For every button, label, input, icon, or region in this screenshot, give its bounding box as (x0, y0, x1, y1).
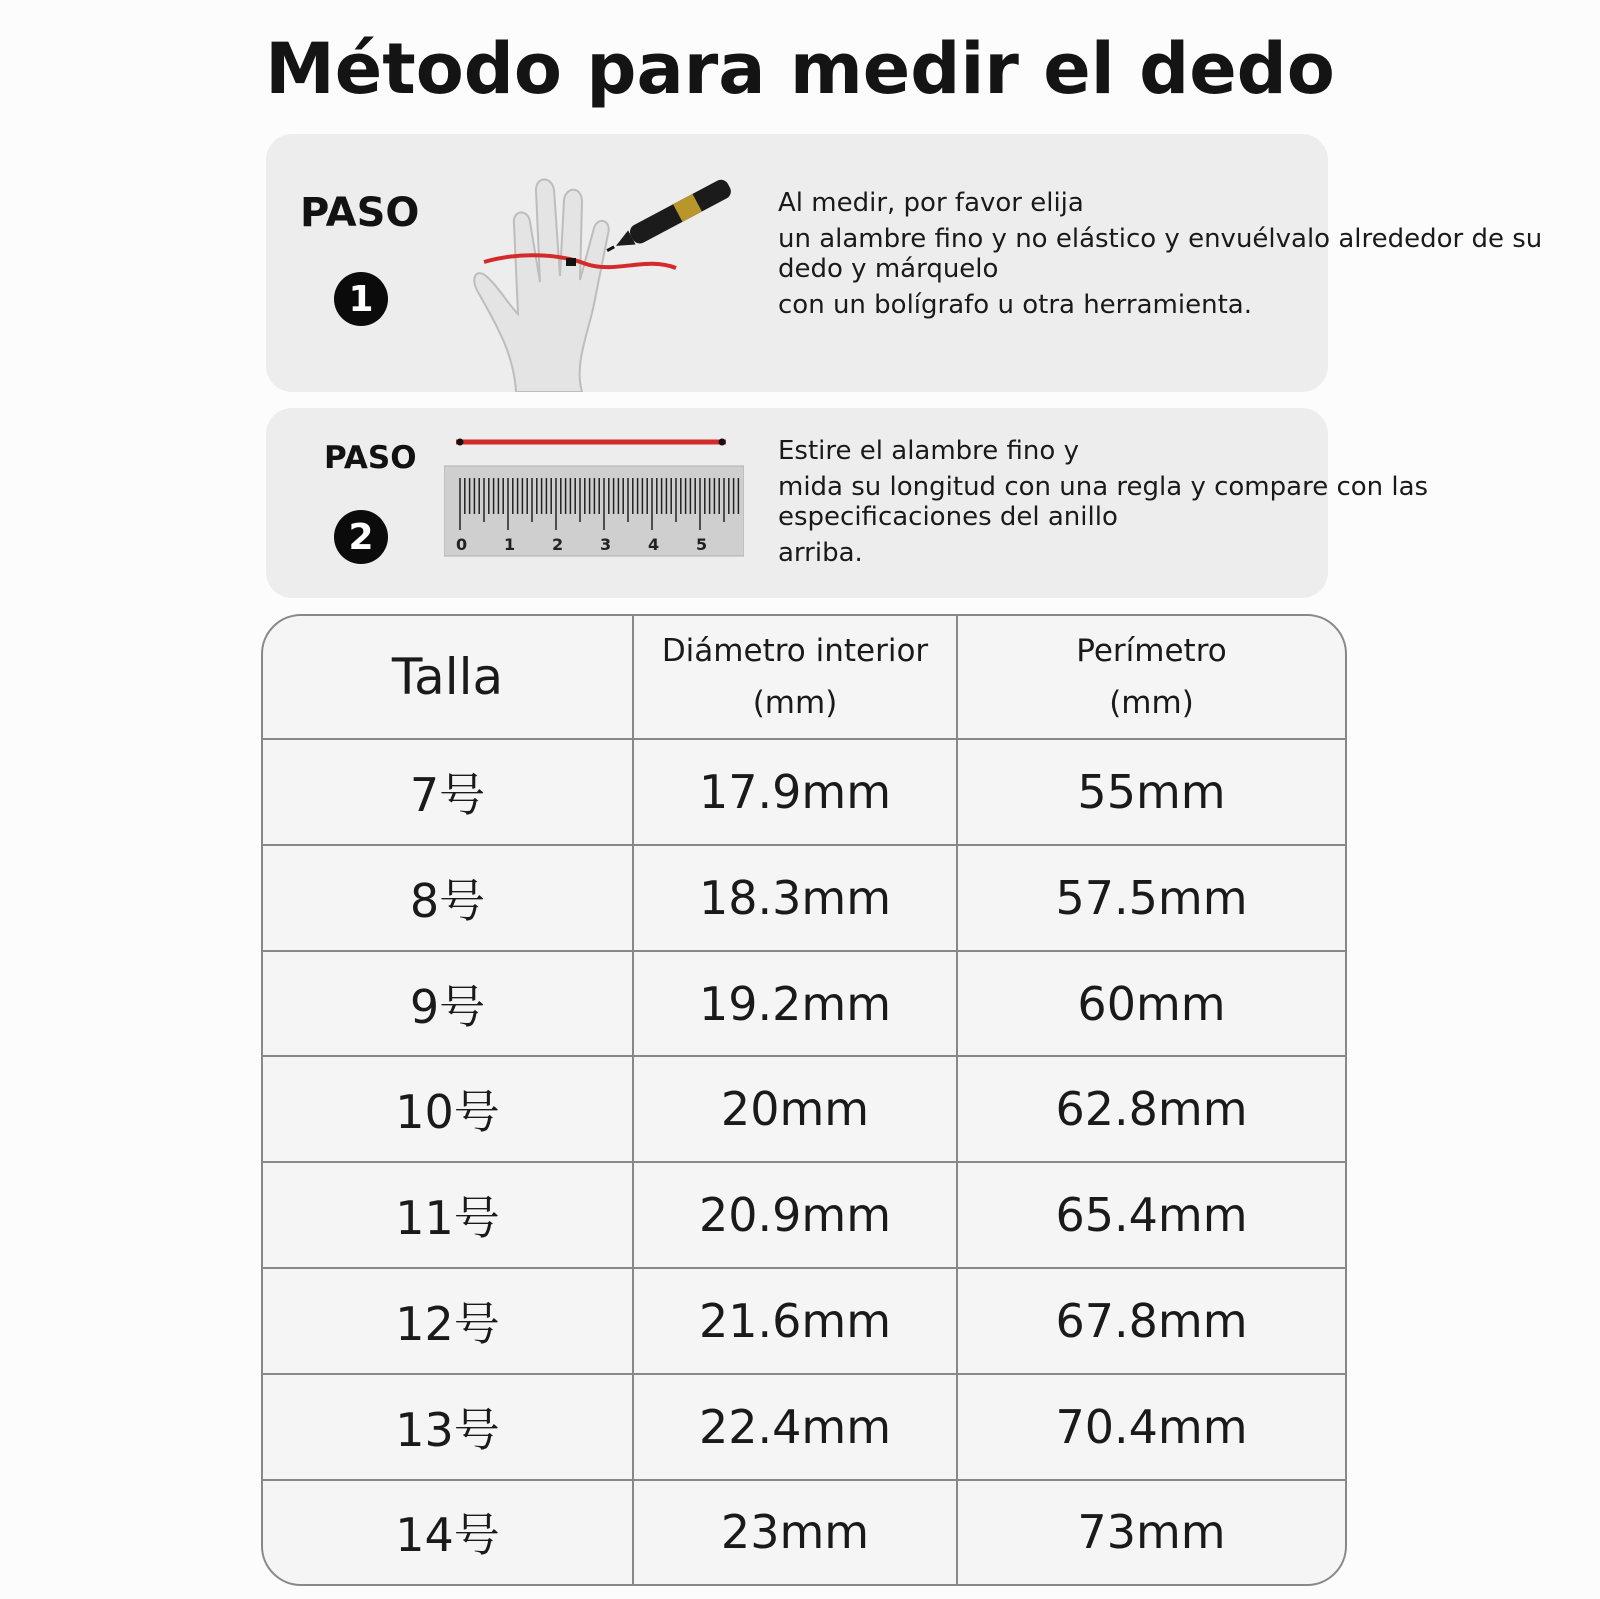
step-2-line-1: Estire el alambre fino y (778, 436, 1079, 466)
table-row (263, 951, 1345, 1057)
perimeter-cell: 60mm (957, 951, 1345, 1057)
step-1-label: PASO (300, 190, 420, 236)
hand-marker-illustration (456, 164, 746, 396)
diameter-cell: 22.4mm (633, 1374, 957, 1480)
step-1-instructions (778, 188, 1578, 326)
perimeter-cell: 55mm (957, 739, 1345, 845)
ruler-icon (444, 438, 744, 568)
header-perimeter (957, 616, 1345, 739)
step-1-line-1: Al medir, por favor elija (778, 188, 1084, 218)
table-header-row (263, 616, 1345, 739)
step-2-card (266, 408, 1429, 598)
table-row (263, 1480, 1345, 1584)
size-cell: 10号 (263, 1056, 633, 1162)
ruler-tick-label: 0 (456, 535, 468, 554)
diameter-cell: 19.2mm (633, 951, 957, 1057)
size-cell: 14号 (263, 1480, 633, 1584)
step-1-line-3: con un bolígrafo u otra herramienta. (778, 290, 1252, 320)
step-1-card (266, 134, 1543, 392)
header-perimeter-unit: (mm) (1109, 685, 1194, 721)
size-cell: 12号 (263, 1268, 633, 1374)
step-2-number-badge: 2 (334, 510, 388, 564)
step-2-line-3: arriba. (778, 538, 863, 568)
step-2-label: PASO (324, 440, 417, 476)
diameter-cell: 21.6mm (633, 1268, 957, 1374)
ruler-tick-label: 1 (504, 535, 516, 554)
diameter-cell: 20.9mm (633, 1162, 957, 1268)
table-row (263, 1056, 1345, 1162)
step-2-line-2: mida su longitud con una regla y compare con las especificaciones del anillo (778, 472, 1429, 532)
header-inner-diameter-label: Diámetro interior (661, 633, 929, 669)
table-row (263, 739, 1345, 845)
table-row (263, 1268, 1345, 1374)
diameter-cell: 18.3mm (633, 845, 957, 951)
ruler-tick-label: 4 (648, 535, 660, 554)
size-cell: 8号 (263, 845, 633, 951)
hand-icon (456, 164, 746, 392)
size-cell: 7号 (263, 739, 633, 845)
size-cell: 9号 (263, 951, 633, 1057)
table-row (263, 845, 1345, 951)
page-title: Método para medir el dedo (265, 28, 1335, 110)
header-inner-diameter (633, 616, 957, 739)
ruler-tick-label: 2 (552, 535, 564, 554)
header-perimeter-label: Perímetro (1076, 633, 1227, 669)
size-cell: 13号 (263, 1374, 633, 1480)
step-1-number-badge: 1 (334, 272, 388, 326)
diameter-cell: 17.9mm (633, 739, 957, 845)
table-row (263, 1162, 1345, 1268)
step-1-line-2: un alambre fino y no elástico y envuélvalo alrededor de su dedo y márquelo (778, 224, 1543, 284)
table-row (263, 1374, 1345, 1480)
diameter-cell: 20mm (633, 1056, 957, 1162)
diameter-cell: 23mm (633, 1480, 957, 1584)
ruler-tick-label: 5 (696, 535, 708, 554)
size-table (261, 614, 1347, 1586)
perimeter-cell: 67.8mm (957, 1268, 1345, 1374)
header-inner-diameter-unit: (mm) (752, 685, 838, 721)
perimeter-cell: 70.4mm (957, 1374, 1345, 1480)
step-2-instructions (778, 436, 1578, 574)
perimeter-cell: 73mm (1077, 1505, 1226, 1560)
ruler-tick-label: 3 (600, 535, 612, 554)
perimeter-cell: 57.5mm (957, 845, 1345, 951)
perimeter-cell: 65.4mm (957, 1162, 1345, 1268)
perimeter-cell: 62.8mm (957, 1056, 1345, 1162)
header-size: Talla (263, 616, 633, 739)
ruler-wire-illustration (444, 438, 744, 572)
size-cell: 11号 (263, 1162, 633, 1268)
